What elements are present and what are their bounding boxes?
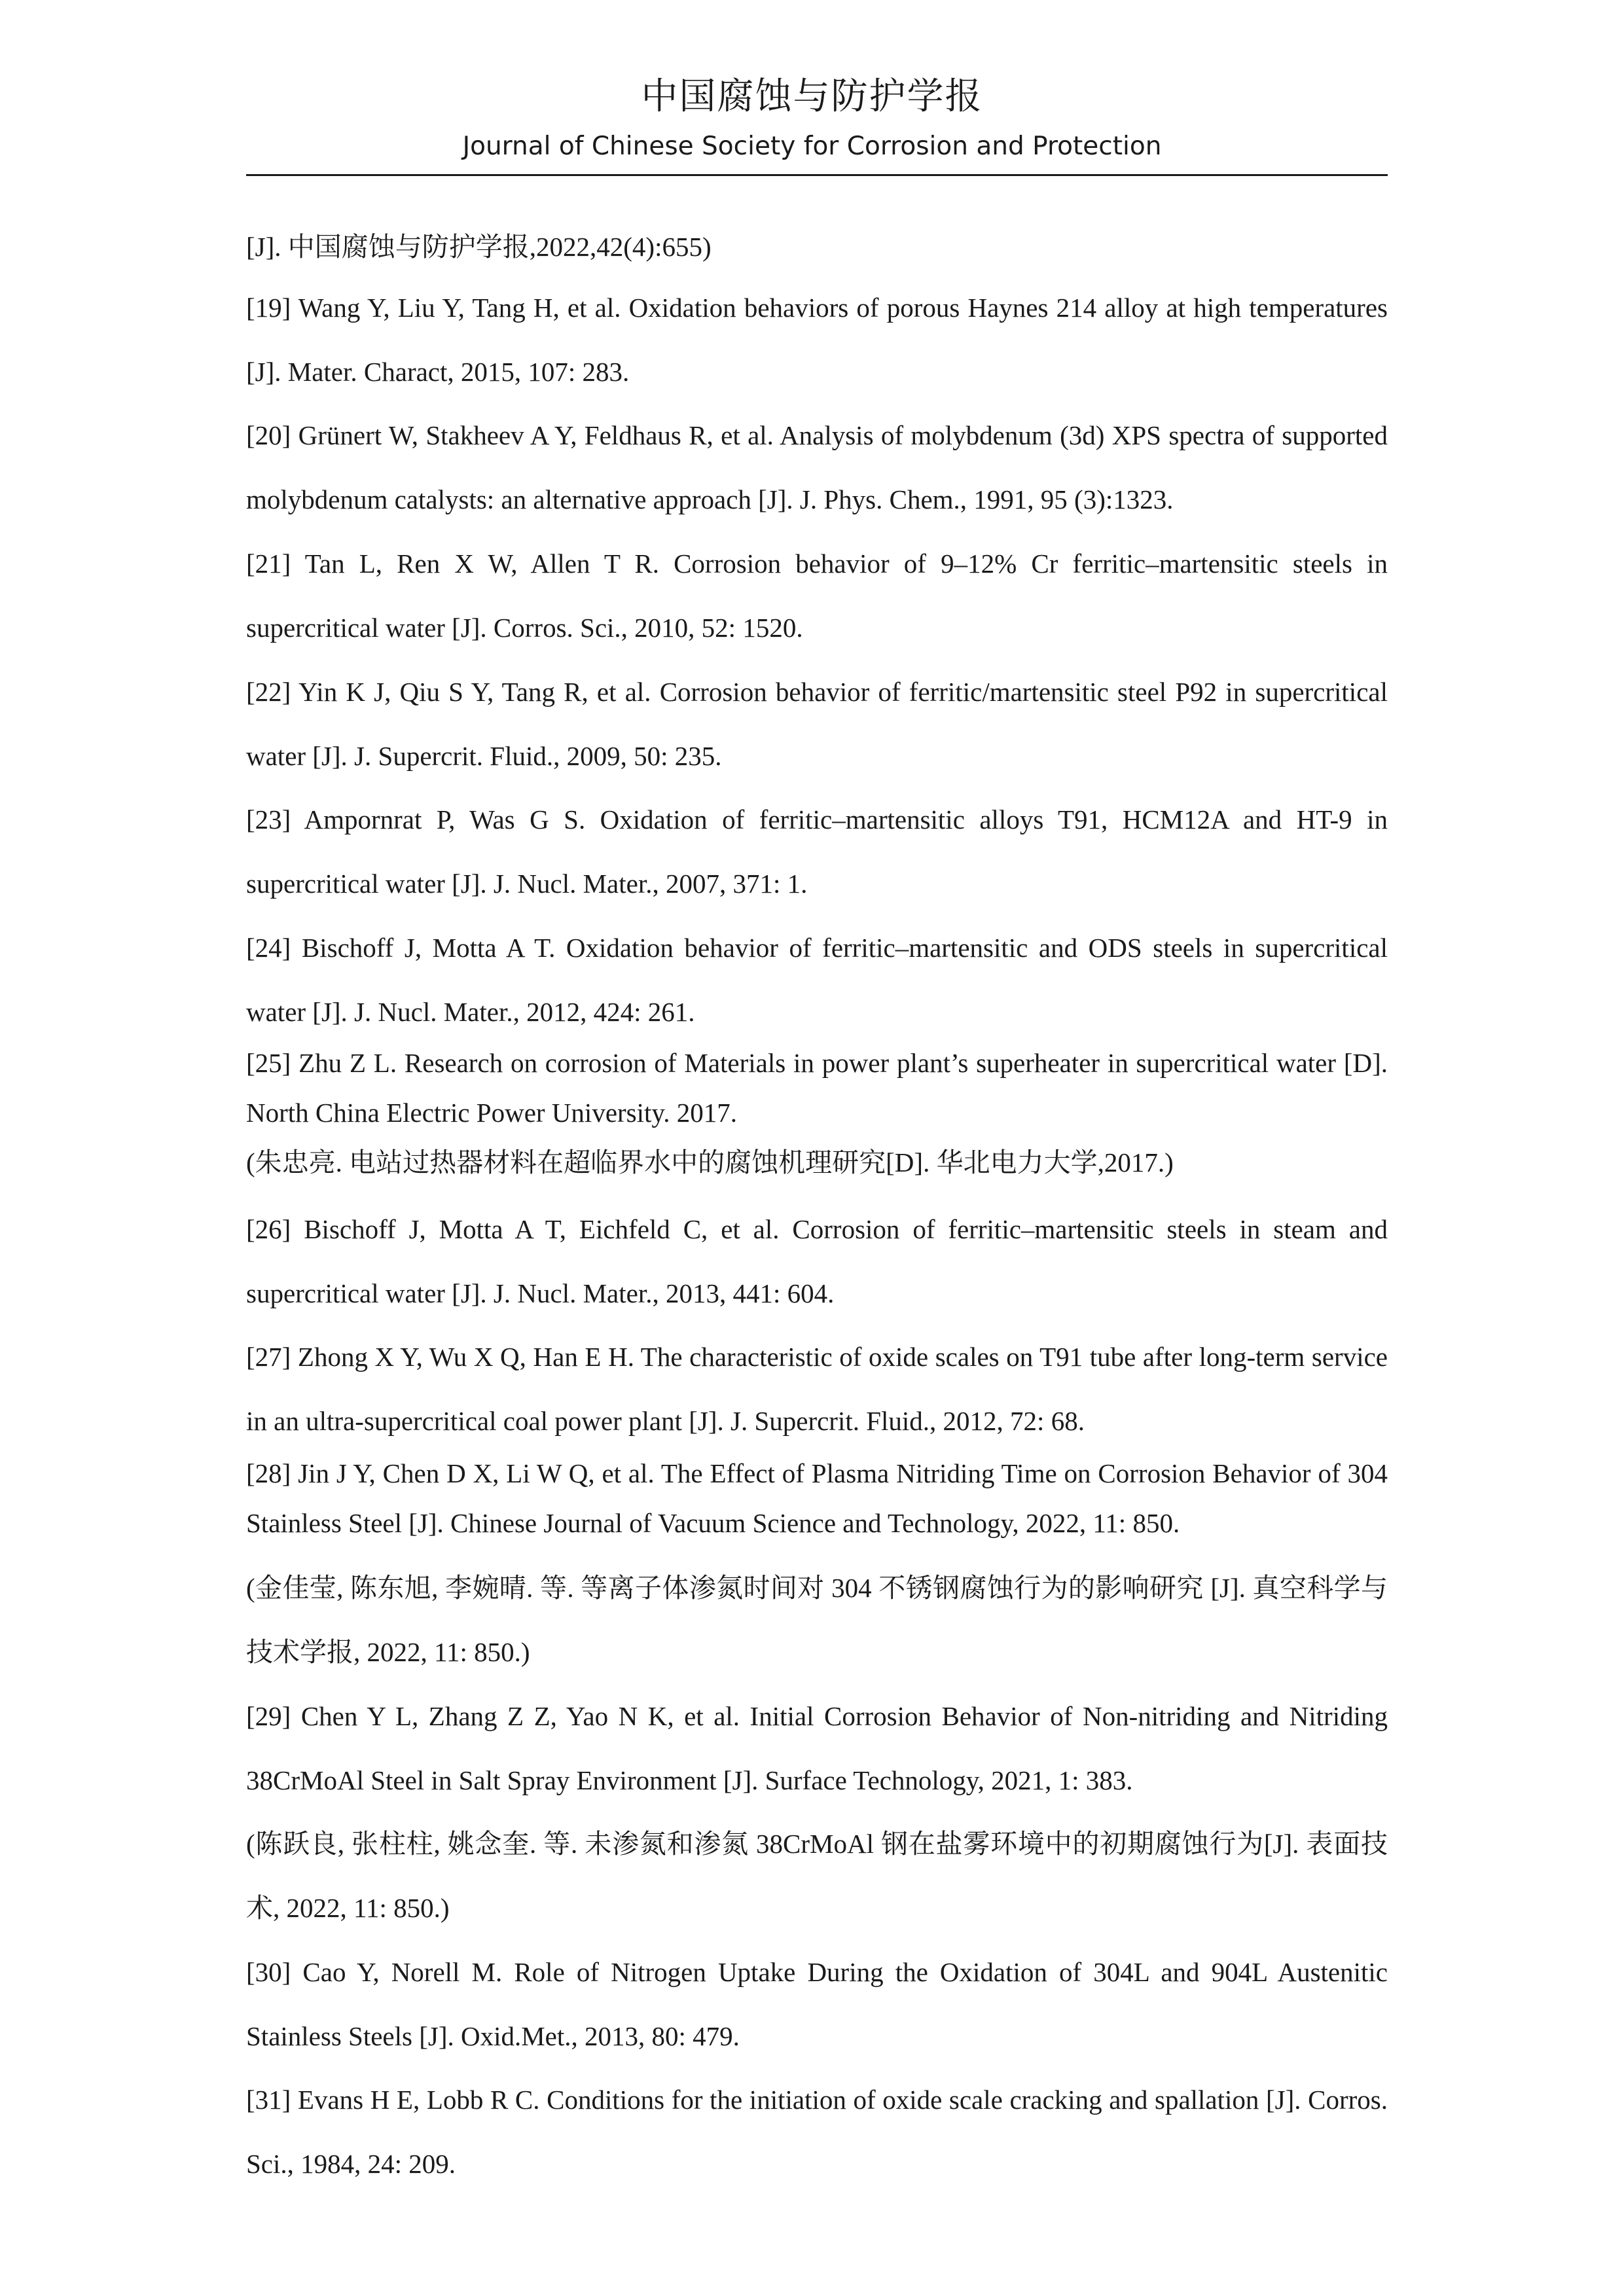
reference-31: [31] Evans H E, Lobb R C. Conditions for the initiation of oxide scale cracking and spallation [J]. Corros. Sci., 1984, 24: 209.: [246, 2085, 1388, 2179]
reference-30: [30] Cao Y, Norell M. Role of Nitrogen Uptake During the Oxidation of 304L and 904L Austenitic Stainless Steels [J]. Oxid.Met., 2013, 80: 479.: [246, 1957, 1388, 2051]
reference-25: [25] Zhu Z L. Research on corrosion of Materials in power plant’s superheater in supercritical water [D]. North China Electric Power University. 2017.: [246, 1048, 1388, 1128]
reference-20: [20] Grünert W, Stakheev A Y, Feldhaus R, et al. Analysis of molybdenum (3d) XPS spectra of supported molybdenum catalysts: an alternative approach [J]. J. Phys. Chem., 1991, 95 (3):1323.: [246, 420, 1388, 514]
reference-21: [21] Tan L, Ren X W, Allen T R. Corrosion behavior of 9–12% Cr ferritic–martensitic steels in supercritical water [J]. Corros. Sci., 2010, 52: 1520.: [246, 548, 1388, 643]
reference-28-chinese: (金佳莹, 陈东旭, 李婉晴. 等. 等离子体渗氮时间对 304 不锈钢腐蚀行为的影响研究 [J]. 真空科学与技术学报, 2022, 11: 850.): [246, 1573, 1388, 1667]
reference-22: [22] Yin K J, Qiu S Y, Tang R, et al. Corrosion behavior of ferritic/martensitic steel P92 in supercritical water [J]. J. Supercrit. Fluid., 2009, 50: 235.: [246, 677, 1388, 771]
reference-27: [27] Zhong X Y, Wu X Q, Han E H. The characteristic of oxide scales on T91 tube after long-term service in an ultra-supercritical coal power plant [J]. J. Supercrit. Fluid., 2012, 72: 68.: [246, 1342, 1388, 1436]
reference-25-chinese: (朱忠亮. 电站过热器材料在超临界水中的腐蚀机理研究[D]. 华北电力大学,2017.): [246, 1147, 1174, 1177]
reference-26: [26] Bischoff J, Motta A T, Eichfeld C, et al. Corrosion of ferritic–martensitic steels in steam and supercritical water [J]. J. Nucl. Mater., 2013, 441: 604.: [246, 1214, 1388, 1308]
reference-24: [24] Bischoff J, Motta A T. Oxidation behavior of ferritic–martensitic and ODS steels in supercritical water [J]. J. Nucl. Mater., 2012, 424: 261.: [246, 933, 1388, 1027]
journal-title-chinese: 中国腐蚀与防护学报: [641, 75, 983, 118]
reference-28: [28] Jin J Y, Chen D X, Li W Q, et al. The Effect of Plasma Nitriding Time on Corrosion Behavior of 304 Stainless Steel [J]. Chinese Journal of Vacuum Science and Technology, 2022, 11: 850.: [246, 1458, 1388, 1538]
header-divider: [246, 174, 1388, 176]
journal-title-english: Journal of Chinese Society for Corrosion and Protection: [462, 132, 1162, 161]
reference-29-chinese: (陈跃良, 张柱柱, 姚念奎. 等. 未渗氮和渗氮 38CrMoAl 钢在盐雾环境中的初期腐蚀行为[J]. 表面技术, 2022, 11: 850.): [246, 1829, 1388, 1923]
reference-19: [19] Wang Y, Liu Y, Tang H, et al. Oxidation behaviors of porous Haynes 214 alloy at high temperatures [J]. Mater. Charact, 2015, 107: 283.: [246, 293, 1388, 387]
reference-23: [23] Ampornrat P, Was G S. Oxidation of ferritic–martensitic alloys T91, HCM12A and HT-9 in supercritical water [J]. J. Nucl. Mater., 2007, 371: 1.: [246, 804, 1388, 899]
reference-29: [29] Chen Y L, Zhang Z Z, Yao N K, et al. Initial Corrosion Behavior of Non-nitriding and Nitriding 38CrMoAl Steel in Salt Spray Environment [J]. Surface Technology, 2021, 1: 383.: [246, 1701, 1388, 1795]
reference-18-continuation: [J]. 中国腐蚀与防护学报,2022,42(4):655): [246, 232, 712, 262]
